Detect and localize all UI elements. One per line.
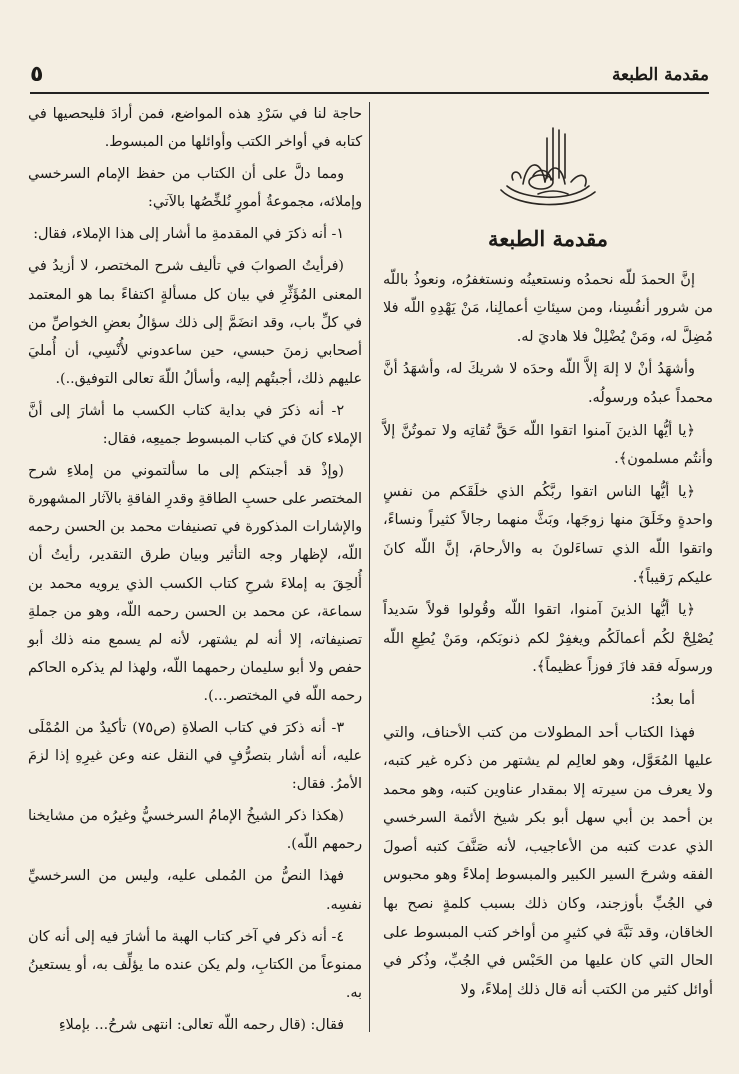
paragraph: حاجة لنا في سَرْدِ هذه المواضع، فمن أرادَ فليحصيها في كتابه في أواخر الكتب وأوائلها من المبسوط. xyxy=(28,106,362,151)
right-column xyxy=(383,100,713,1008)
quran-verse: ﴿يا أيُّها الناس اتقوا ربَّكُم الذي خلَقَكم من نفسٍ واحدةٍ وخَلَقَ منها زوجَها، وبَثَّ منهما رجالاً كثيراً ونساءً، واتقوا اللّه الذي تساءَلونَ به والأرحامَ، إنَّ اللّه كانَ عليكم رَقيباً﴾. xyxy=(383,483,713,586)
calligraphy-basmala-emblem-icon xyxy=(493,120,603,215)
quran-verse: ﴿يا أيُّها الذينَ آمنوا، اتقوا اللّه وقُولوا قولاً سَديداً يُصْلِحْ لكُم أعمالَكُم ويغفِرْ لكم ذنوبَكم، ومَنْ يُطِعِ اللّه ورسولَه فقد فازَ فوزاً عظيماً﴾. xyxy=(383,602,713,676)
list-item: ٢- أنه ذكرَ في بداية كتاب الكسب ما أشارَ إلى أنَّ الإملاء كانَ في كتاب المبسوط جميعِه، فقال: xyxy=(28,402,362,448)
paragraph: فهذا النصُّ من المُملى عليه، وليس من السرخسيِّ نفسِه. xyxy=(28,868,362,913)
quote: (وإذْ قد أجبتكم إلى ما سألتموني من إملاءِ شرح المختصر على حسبِ الطاقةِ وقدرِ الفاقةِ بالآثار المشهورة والإشارات المذكورة في تصنيفات محمد بن الحسن رحمه اللّه، لإظهار وجه التأثير وبيان طرق التقدير، رأيتُ أن أُلحِقَ به إملاءَ شرحِ كتاب الكسب الذي يرويه محمد بن سماعة، عن محمد بن الحسن رحمه اللّه، وهو من جملةِ تصنيفاته، إلا أنه لم يشتهر، لأنه لم يسمع منه ذلك أبو حفص ولا أبو سليمان رحمهما اللّه، ولهذا لم يذكره الحاكم رحمه اللّه في المختصر...). xyxy=(28,463,362,704)
paragraph: فقال: (قال رحمه اللّه تعالى: انتهى شرحُ... بإملاءِ xyxy=(58,1016,344,1033)
page-header xyxy=(30,62,709,94)
list-item: ١- أنه ذكرَ في المقدمةِ ما أشار إلى هذا الإملاء، فقال: xyxy=(33,226,344,243)
column-divider xyxy=(369,102,370,1032)
list-item: ٤- أنه ذكر في آخر كتاب الهبة ما أشارَ فيه إلى أنه كان ممنوعاً من الكتابِ، ولم يكن عنده ما يؤلِّف به، أو يستعينُ به. xyxy=(28,928,362,1001)
paragraph: أما بعدُ: xyxy=(650,691,695,708)
quote: (هكذا ذكر الشيخُ الإمامُ السرخسيُّ وغيرُه من مشايخنا رحمهم اللّه). xyxy=(28,808,362,853)
page-number: ٥ xyxy=(30,62,44,87)
running-title: مقدمة الطبعة xyxy=(611,65,709,85)
section-title: مقدمة الطبعة xyxy=(488,226,608,251)
quran-verse: ﴿يا أيُّها الذينَ آمنوا اتقوا اللّه حَقَّ تُقاتِه ولا تموتُنَّ إلاَّ وأنتُم مسلمون﴾. xyxy=(383,422,713,468)
paragraph: إنَّ الحمدَ للّه نحمدُه ونستعينُه ونستغفرُه، ونعوذُ باللّه من شرور أنفُسِنا، ومن سيئاتِ أعمالِنا، مَنْ يَهْدِهِ اللّه فلا مُضِلَّ له، ومَنْ يُضْلِلْ فلا هاديَ له. xyxy=(383,271,713,345)
paragraph: ومما دلَّ على أن الكتاب من حفظ الإمام السرخسي وإملائه، مجموعةُ أمورٍ نُلخِّصُها بالآتي: xyxy=(28,166,362,211)
quote: (فرأيتُ الصوابَ في تأليف شرح المختصر، لا أزيدُ في المعنى المُؤَثِّرِ في بيان كل مسألةٍ اكتفاءً بما هو المعتمد في كلِّ باب، وقد انضَمَّ إلى ذلك سؤالُ بعضِ الخواصِّ من أصحابي زمنَ حبسي، حين ساعدوني لأُنْسِي، أن أُمليَ عليهم ذلك، أجبتُهم إليه، وأسألُ اللّهَ تعالى التوفيق..). xyxy=(28,258,362,387)
left-column xyxy=(28,100,362,1043)
paragraph: وأشهَدُ أنْ لا إلهَ إلاَّ اللّه وحدَه لا شريكَ له، وأشهَدُ أنَّ محمداً عبدُه ورسولُه. xyxy=(383,361,713,406)
paragraph: فهذا الكتاب أحد المطولات من كتب الأحناف، والتي عليها المُعَوَّل، وهو لعالِم لم يشتهر من ذكره غير كتبه، ولا يعرف من سيرته إلا بمقدار عناوين كتبه، وهو محمد بن أحمد بن أبي سهل أبو بكر شيخ الأئمة السرخسي الذي عدت كتبه من الأعاجيب، لأنه صَنَّفَ كتبه أصولَ الفقه وشرحَ السير الكبير والمبسوط إملاءً وهو محبوس في الجُبِّ بأوزجند، وكان ذلك بسبب كلمةٍ نصح بها الخاقان، وقد نَبَّهَ في كثيرٍ من أواخر كتب المبسوط على الحال التي كان عليها من الحَبْس في الجُبِّ، وذُكر في أوائل كثير من الكتب أنه قال ذلك إملاءً، ولا xyxy=(383,724,713,998)
list-item: ٣- أنه ذكرَ في كتاب الصلاةِ (ص٧٥) تأكيدٌ من المُمْلَى عليه، أنه أشار بتصرُّفٍ في النقل عنه وعن غيرِهِ إذا لزمَ الأمرُ. فقال: xyxy=(28,719,362,793)
